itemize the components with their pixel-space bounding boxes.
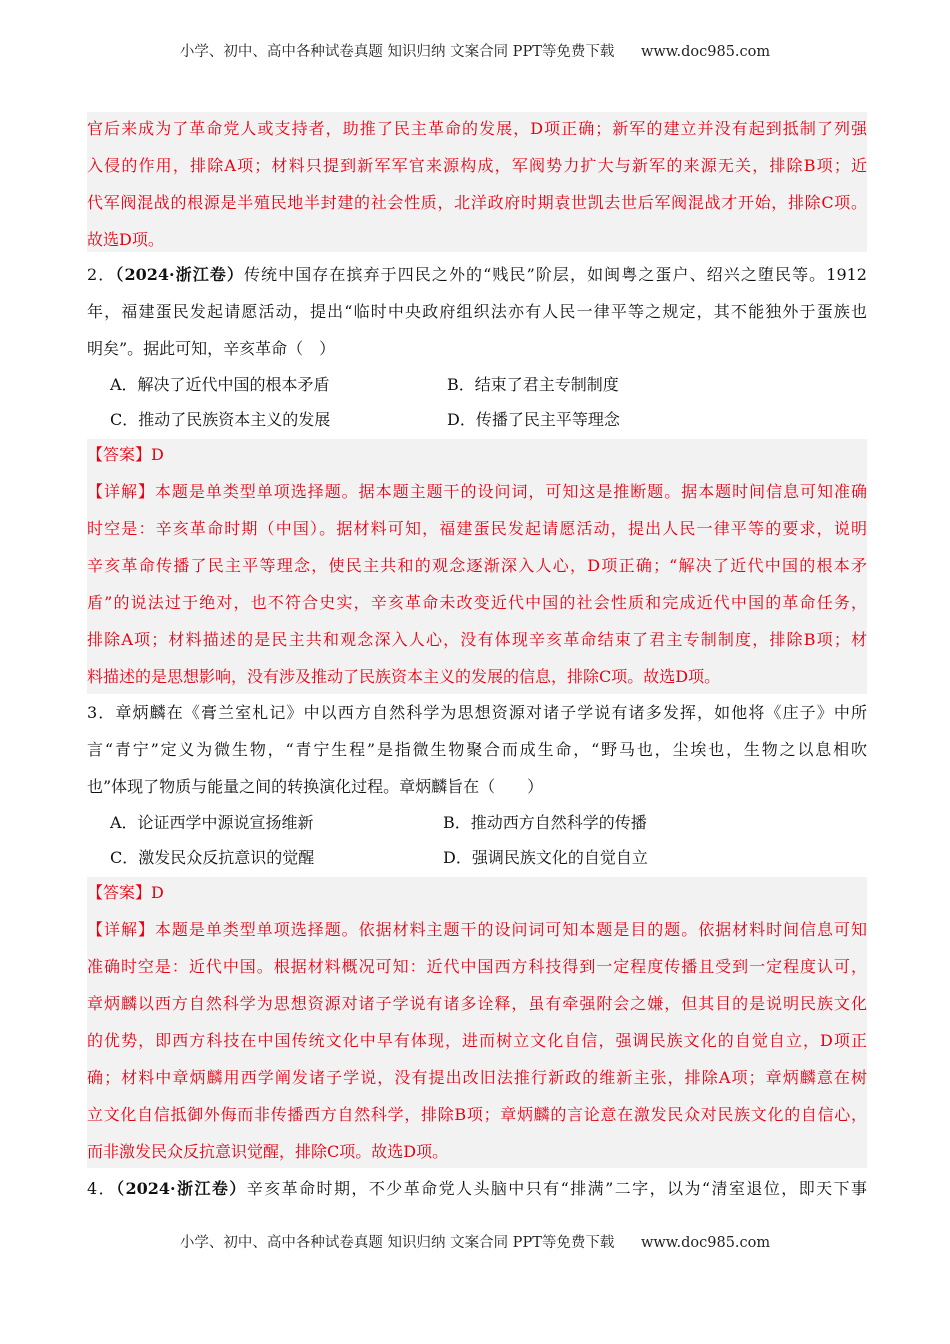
text-line: 言“青宁”定义为微生物，“青宁生程”是指微生物聚合而成生命，“野马也，尘埃也，生物之以息相吹 (87, 740, 867, 759)
option-d: D．传播了民主平等理念 (447, 410, 620, 429)
detail-label: 【详解】 (87, 482, 155, 501)
answer-label: 【答案】 (87, 445, 152, 464)
page-footer (0, 1231, 950, 1252)
option-b: B．推动西方自然科学的传播 (443, 813, 647, 832)
option-c: C．激发民众反抗意识的觉醒 (110, 848, 315, 867)
text-line: 辛亥革命时期，不少革命党人头脑中只有“排满”二字，以为“清室退位，即天下事 (246, 1179, 867, 1198)
page-header (0, 40, 950, 61)
detail-label: 【详解】 (87, 920, 155, 939)
text-line: 本题是单类型单项选择题。依据材料主题干的设问词可知本题是目的题。依据材料时间信息可知 (154, 920, 867, 939)
text-line: 年，福建蛋民发起请愿活动，提出“临时中央政府组织法亦有人民一律平等之规定，其不能独外于蛋族也 (87, 302, 867, 321)
question-number: 3． (87, 703, 116, 722)
question-3 (87, 694, 867, 805)
question-2-options (110, 367, 810, 437)
footer-site: www.doc985.com (640, 1235, 771, 1251)
text-line: 故选D项。 (87, 230, 164, 249)
question-source: （2024·浙江卷） (116, 1179, 247, 1198)
text-line: 章炳麟以西方自然科学为思想资源对诸子学说有诸多诠释，虽有牵强附会之嫌，但其目的是说明民族文化 (87, 994, 867, 1013)
text-line: 明矣”。据此可知，辛亥革命（ ） (87, 339, 336, 358)
option-c: C．推动了民族资本主义的发展 (110, 410, 331, 429)
question-source: （2024·浙江卷） (115, 265, 244, 284)
text-line: 盾”的说法过于绝对，也不符合史实，辛亥革命未改变近代中国的社会性质和完成近代中国的革命任务， (87, 593, 867, 612)
option-a: A．解决了近代中国的根本矛盾 (110, 375, 330, 394)
answer-label: 【答案】 (87, 883, 152, 902)
question-2 (87, 256, 867, 367)
text-line: 准确时空是：近代中国。根据材料概况可知：近代中国西方科技得到一定程度传播且受到一定程度认可， (87, 957, 867, 976)
text-line: 代军阀混战的根源是半殖民地半封建的社会性质，北洋政府时期袁世凯去世后军阀混战才开始，排除C项。 (87, 193, 867, 212)
question-2-solution (87, 439, 867, 694)
option-b: B．结束了君主专制制度 (447, 375, 619, 394)
text-line: 官后来成为了革命党人或支持者，助推了民主革命的发展，D项正确；新军的建立并没有起到抵制了列强 (87, 119, 867, 138)
question-3-options (110, 805, 810, 875)
text-line: 辛亥革命传播了民主平等理念，使民主共和的观念逐渐深入人心，D项正确；“解决了近代中国的根本矛 (87, 556, 867, 575)
header-text: 小学、初中、高中各种试卷真题 知识归纳 文案合同 PPT等免费下载 (179, 44, 615, 60)
text-line: 而非激发民众反抗意识觉醒，排除C项。故选D项。 (87, 1142, 449, 1161)
footer-text: 小学、初中、高中各种试卷真题 知识归纳 文案合同 PPT等免费下载 (179, 1235, 615, 1251)
question-number: 2． (87, 265, 116, 284)
header-site: www.doc985.com (640, 44, 771, 60)
text-line: 也”体现了物质与能量之间的转换演化过程。章炳麟旨在（ ） (87, 777, 544, 796)
text-line: 时空是：辛亥革命时期（中国）。据材料可知，福建蛋民发起请愿活动，提出人民一律平等的要求，说明 (87, 519, 867, 538)
option-a: A．论证西学中源说宣扬维新 (110, 813, 314, 832)
question-3-solution (87, 877, 867, 1168)
answer-value: D (151, 445, 164, 464)
text-line: 章炳麟在《膏兰室札记》中以西方自然科学为思想资源对诸子学说有诸多发挥，如他将《庄子》中所 (115, 703, 867, 722)
text-line: 确；材料中章炳麟用西学阐发诸子学说，没有提出改旧法推行新政的维新主张，排除A项；章炳麟意在树 (87, 1068, 867, 1087)
question-4 (87, 1170, 867, 1207)
text-line: 排除A项；材料描述的是民主共和观念深入人心，没有体现辛亥革命结束了君主专制制度，排除B项；材 (87, 630, 867, 649)
text-line: 立文化自信抵御外侮而非传播西方自然科学，排除B项；章炳麟的言论意在激发民众对民族文化的自信心， (87, 1105, 867, 1124)
q1-explanation-tail (87, 112, 867, 252)
text-line: 本题是单类型单项选择题。据本题主题干的设问词，可知这是推断题。据本题时间信息可知准确 (154, 482, 867, 501)
text-line: 入侵的作用，排除A项；材料只提到新军军官来源构成，军阀势力扩大与新军的来源无关，排除B项；近 (87, 156, 867, 175)
text-line: 传统中国存在摈弃于四民之外的“贱民”阶层，如闽粤之蛋户、绍兴之堕民等。1912 (243, 265, 867, 284)
option-d: D．强调民族文化的自觉自立 (443, 848, 648, 867)
answer-value: D (151, 883, 164, 902)
question-number: 4． (87, 1179, 117, 1198)
text-line: 的优势，即西方科技在中国传统文化中早有体现，进而树立文化自信，强调民族文化的自觉自立，D项正 (87, 1031, 867, 1050)
text-line: 料描述的是思想影响，没有涉及推动了民族资本主义的发展的信息，排除C项。故选D项。 (87, 667, 721, 686)
